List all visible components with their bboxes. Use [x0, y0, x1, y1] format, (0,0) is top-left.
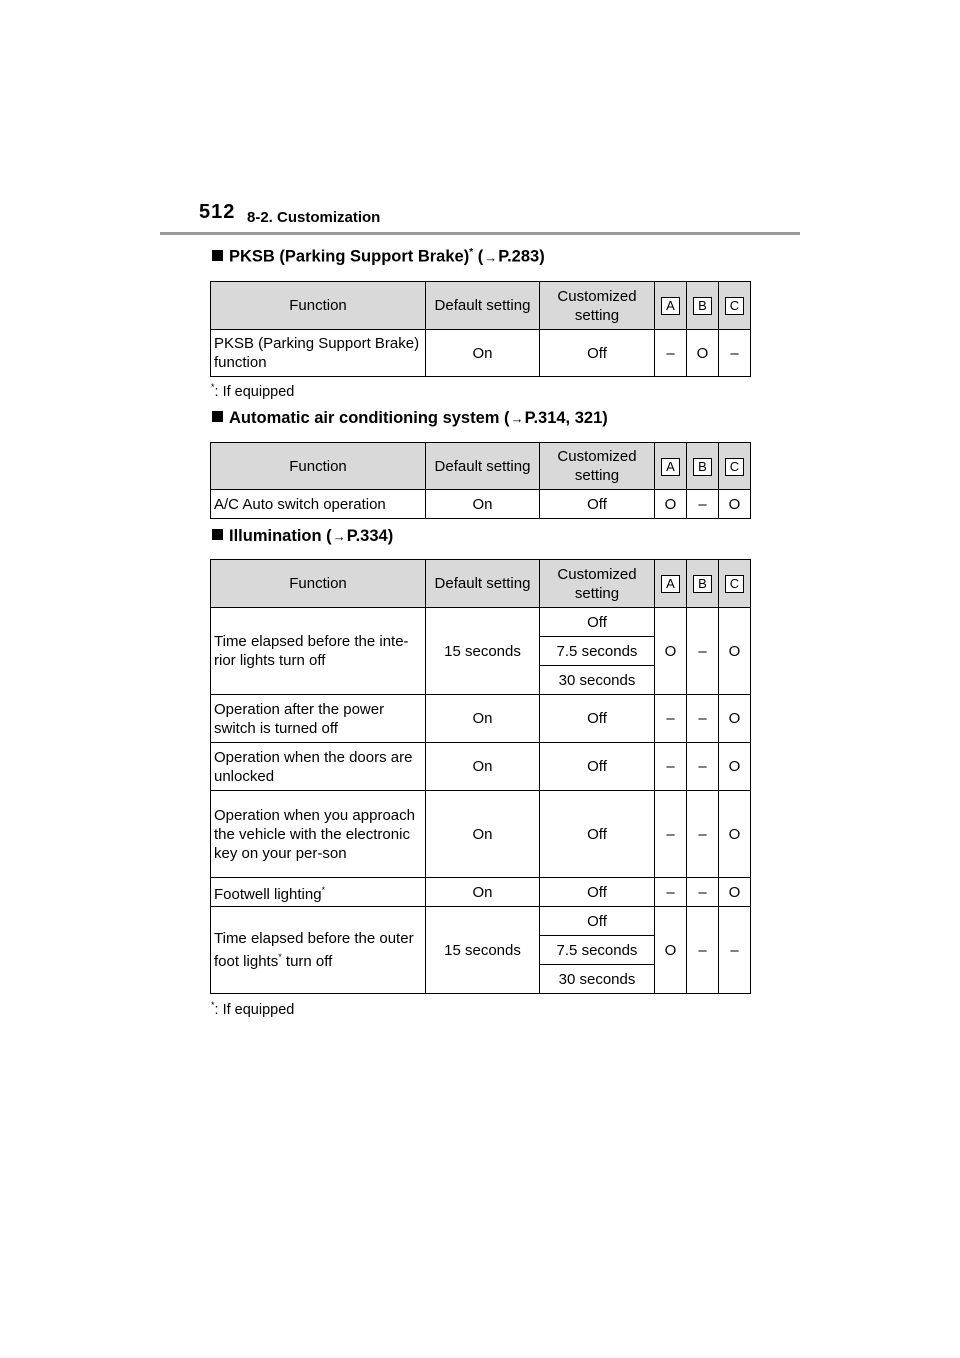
- col-header-default: Default setting: [426, 560, 540, 608]
- function-cell: A/C Auto switch operation: [211, 490, 426, 519]
- bullet-square-icon: [212, 411, 223, 422]
- col-header-a: [655, 443, 687, 490]
- illumination-title: Illumination: [229, 527, 322, 545]
- table-row: [211, 907, 751, 936]
- default-cell: On: [426, 791, 540, 878]
- footnote-text: : If equipped: [214, 1001, 295, 1018]
- col-header-c: [719, 443, 751, 490]
- function-text: Footwell lighting: [214, 885, 322, 903]
- cell-a: –: [655, 791, 687, 878]
- customized-cell: Off: [540, 907, 655, 936]
- function-cell: Operation when the doors are unlocked: [211, 743, 426, 791]
- footnote: [211, 1000, 294, 1018]
- label-c: C: [725, 458, 744, 476]
- col-header-c: [719, 282, 751, 330]
- cell-b: –: [687, 791, 719, 878]
- cell-b: –: [687, 490, 719, 519]
- pksb-heading: PKSB (Parking Support Brake)* (→P.283): [212, 247, 545, 267]
- arrow-right-icon: →: [510, 411, 524, 426]
- customized-cell: 7.5 seconds: [540, 936, 655, 965]
- pksb-table: [210, 281, 751, 377]
- customized-cell: 30 seconds: [540, 666, 655, 695]
- page-ref: P.283: [498, 247, 540, 266]
- cell-c: O: [719, 490, 751, 519]
- customized-cell: Off: [540, 791, 655, 878]
- cell-b: –: [687, 878, 719, 907]
- label-a: A: [661, 458, 680, 476]
- cell-c: O: [719, 695, 751, 743]
- label-a: A: [661, 575, 680, 593]
- default-cell: 15 seconds: [426, 907, 540, 994]
- footnote-mark: *: [278, 952, 282, 962]
- default-cell: On: [426, 878, 540, 907]
- cell-c: –: [719, 330, 751, 377]
- bullet-square-icon: [212, 529, 223, 540]
- footnote-text: : If equipped: [214, 383, 295, 400]
- page-ref: P.314, 321: [524, 409, 603, 427]
- customized-cell: Off: [540, 490, 655, 519]
- col-header-function: Function: [211, 443, 426, 490]
- label-b: B: [693, 458, 712, 476]
- col-header-a: [655, 282, 687, 330]
- page-ref: P.334: [346, 527, 388, 545]
- cell-a: O: [655, 490, 687, 519]
- col-header-b: [687, 282, 719, 330]
- illumination-table: [210, 559, 751, 994]
- table-row: [211, 878, 751, 907]
- function-text-end: turn off: [281, 953, 333, 970]
- col-header-b: [687, 560, 719, 608]
- table-row: [211, 791, 751, 878]
- cell-c: –: [719, 907, 751, 994]
- col-header-c: [719, 560, 751, 608]
- col-header-customized: Customized setting: [540, 282, 655, 330]
- bullet-square-icon: [212, 250, 223, 261]
- arrow-right-icon: →: [484, 249, 498, 265]
- footnote: [211, 382, 294, 400]
- function-cell: PKSB (Parking Support Brake) function: [211, 330, 426, 377]
- function-cell: [211, 907, 426, 994]
- cell-c: O: [719, 608, 751, 695]
- col-header-default: Default setting: [426, 282, 540, 330]
- label-a: A: [661, 297, 680, 315]
- ac-table: [210, 442, 751, 519]
- cell-b: O: [687, 330, 719, 377]
- table-row: [211, 490, 751, 519]
- cell-a: –: [655, 695, 687, 743]
- customized-cell: Off: [540, 330, 655, 377]
- cell-c: O: [719, 791, 751, 878]
- arrow-right-icon: →: [332, 529, 346, 544]
- cell-a: –: [655, 878, 687, 907]
- cell-a: O: [655, 608, 687, 695]
- default-cell: On: [426, 743, 540, 791]
- cell-b: –: [687, 608, 719, 695]
- cell-a: O: [655, 907, 687, 994]
- cell-c: O: [719, 878, 751, 907]
- col-header-default: Default setting: [426, 443, 540, 490]
- label-c: C: [725, 297, 744, 315]
- col-header-function: Function: [211, 282, 426, 330]
- default-cell: On: [426, 330, 540, 377]
- label-b: B: [693, 297, 712, 315]
- customized-cell: Off: [540, 695, 655, 743]
- footnote-mark: *: [211, 382, 215, 392]
- footnote-mark: *: [321, 884, 326, 895]
- table-row: [211, 330, 751, 377]
- customized-cell: Off: [540, 878, 655, 907]
- ac-heading: Automatic air conditioning system (→P.314, 321): [212, 409, 608, 428]
- table-row: [211, 695, 751, 743]
- footnote-mark: *: [469, 247, 474, 258]
- col-header-customized: Customized setting: [540, 443, 655, 490]
- label-c: C: [725, 575, 744, 593]
- table-row: [211, 743, 751, 791]
- cell-b: –: [687, 743, 719, 791]
- label-b: B: [693, 575, 712, 593]
- col-header-a: [655, 560, 687, 608]
- header-rule: [160, 232, 800, 235]
- customized-cell: 30 seconds: [540, 965, 655, 994]
- pksb-title: PKSB (Parking Support Brake): [229, 247, 470, 266]
- customized-cell: Off: [540, 608, 655, 637]
- cell-b: –: [687, 907, 719, 994]
- cell-b: –: [687, 695, 719, 743]
- col-header-b: [687, 443, 719, 490]
- function-cell: Operation when you approach the vehicle with the electronic key on your per-son: [211, 791, 426, 878]
- footnote-mark: *: [211, 1000, 215, 1010]
- function-cell: Time elapsed before the inte-rior lights turn off: [211, 608, 426, 695]
- default-cell: On: [426, 490, 540, 519]
- illumination-heading: Illumination (→P.334): [212, 527, 393, 546]
- function-cell: [211, 878, 426, 907]
- default-cell: On: [426, 695, 540, 743]
- function-text: Time elapsed before the outer foot lights: [214, 930, 414, 970]
- function-cell: Operation after the power switch is turned off: [211, 695, 426, 743]
- customized-cell: Off: [540, 743, 655, 791]
- cell-a: –: [655, 743, 687, 791]
- customized-cell: 7.5 seconds: [540, 637, 655, 666]
- cell-c: O: [719, 743, 751, 791]
- col-header-customized: Customized setting: [540, 560, 655, 608]
- ac-title: Automatic air conditioning system: [229, 409, 500, 427]
- table-row: [211, 608, 751, 637]
- col-header-function: Function: [211, 560, 426, 608]
- cell-a: –: [655, 330, 687, 377]
- page-number: 512: [199, 201, 236, 223]
- section-title: 8-2. Customization: [247, 209, 381, 226]
- default-cell: 15 seconds: [426, 608, 540, 695]
